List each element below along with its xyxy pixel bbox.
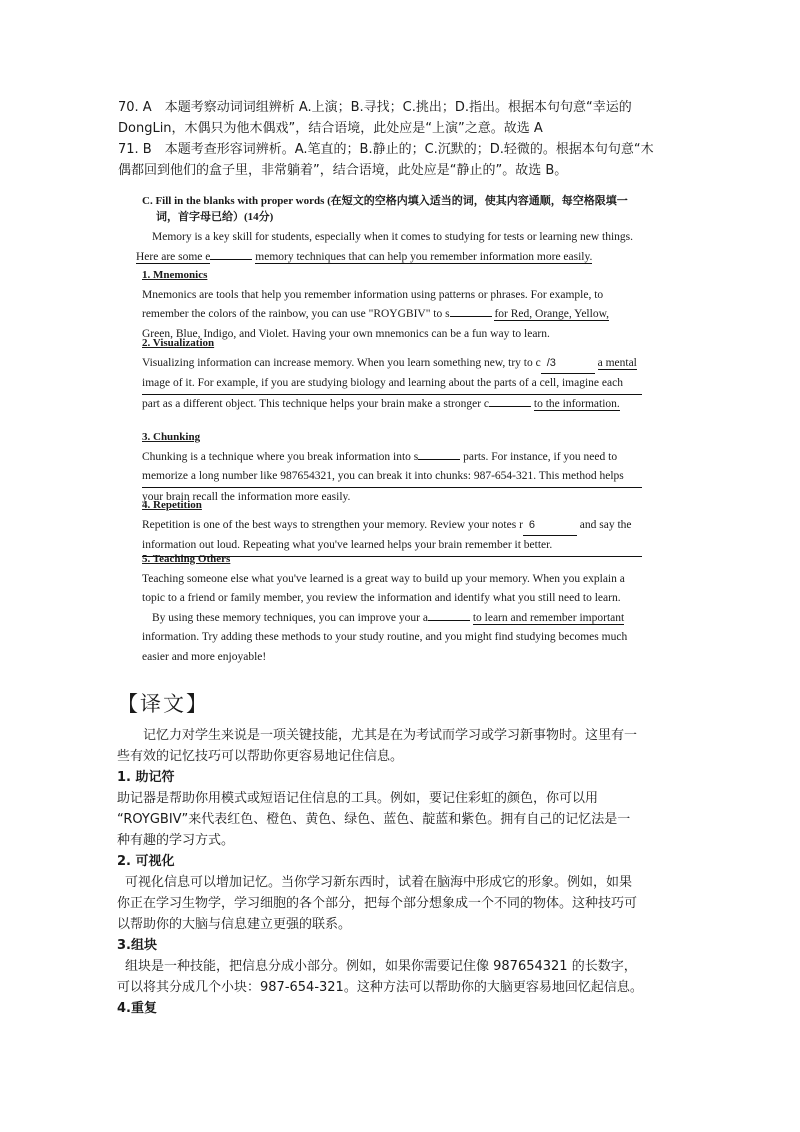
intro-line-2 [136,248,642,268]
section-mnemonics [142,266,642,344]
visualization-text-d: to the information. [533,397,620,410]
blank-7 [428,620,470,621]
answer-71-line-2: 偶都回到他们的盒子里，非常躺着”，结合语境，此处应是“静止的”。故选 B。 [118,163,568,178]
visualization-text-b: a mental [597,356,637,369]
mnemonics-line-2 [142,305,642,325]
translation-p1-line-1: 助记器是帮助你用模式或短语记住信息的工具。例如，要记住彩虹的颜色，你可以用 [117,791,599,806]
section-visualization [142,334,642,414]
translation-intro-line-1: 记忆力对学生来说是一项关键技能，尤其是在为考试而学习或学习新事物时。这里有一 [143,728,638,743]
translation-p3-line-2: 可以将其分成几个小块：987-654-321。这种方法可以帮助你的大脑更容易地回忆起信息。 [117,980,643,995]
answer-70-line-1: 70. A 本题考察动词词组辨析 A.上演；B.寻找；C.挑出；D.指出。根据本句句意“幸运的 [118,100,632,115]
chunking-line-3: your brain recall the information more easily. [142,490,351,503]
intro-text-b: memory techniques that can help you remember information more easily. [255,250,593,263]
conclusion-line-1 [142,609,642,629]
visualization-text-a: Visualizing information can increase memory. When you learn something new, try to c [142,356,541,369]
blank-2 [450,316,492,317]
conclusion-line-3: easier and more enjoyable! [142,650,267,663]
blank-3: /3 [541,354,595,375]
translation-p2-line-2: 你正在学习生物学，学习细胞的各个部分，把每个部分想象成一个不同的物体。这种技巧可 [117,896,638,911]
teaching-line-2: topic to a friend or family member, you review the information and identify what you still need to learn. [142,592,621,604]
visualization-line-3 [142,395,642,415]
chunking-text-b: parts. For instance, if you need to [463,450,618,463]
mnemonics-line-1: Mnemonics are tools that help you remember information using patterns or phrases. For example, to [142,288,604,301]
blank-4 [489,406,531,407]
repetition-text-a: Repetition is one of the best ways to strengthen your memory. Review your notes r [142,518,523,531]
answer-70-line-2: DongLin，木偶只为他木偶戏”，结合语境，此处应是“上演”之意。故选 A [118,121,543,136]
heading-chunking: 3. Chunking [142,431,201,443]
translation-p2-line-1: 可视化信息可以增加记忆。当你学习新东西时，试着在脑海中形成它的形象。例如，如果 [125,875,633,890]
mnemonics-text-b: for Red, Orange, Yellow, [494,308,610,320]
translation-heading-3: 3.组块 [117,938,157,953]
translation-p2-line-3: 以帮助你的大脑与信息建立更强的联系。 [117,917,352,932]
answer-71-line-1: 71. B 本题考查形容词辨析。A.笔直的；B.静止的；C.沉默的；D.轻微的。根据本句句意“木 [118,142,654,157]
chunking-line-2: memorize a long number like 987654321, you can break it into chunks: 987-654-321. This method helps [142,467,642,488]
section-repetition [142,496,642,557]
heading-visualization: 2. Visualization [142,337,215,349]
translation-intro-line-2: 些有效的记忆技巧可以帮助你更容易地记住信息。 [117,749,404,764]
translation-p1-line-2: “ROYGBIV”来代表红色、橙色、黄色、绿色、蓝色、靛蓝和紫色。拥有自己的记忆法是一 [117,812,631,827]
section-teaching-others [142,550,642,667]
translation-heading-1: 1. 助记符 [117,770,175,785]
translation-heading: 【译文】 [117,692,209,716]
translation-heading-2: 2. 可视化 [117,854,175,869]
section-c-title-line-2: 词，首字母已给）(14分) [156,211,274,223]
intro-text-a: Here are some e [136,250,211,263]
chunking-line-1 [142,448,642,468]
chunking-text-a: Chunking is a technique where you break information into s [142,450,419,463]
heading-teaching-others: 5. Teaching Others [142,553,231,565]
translation-p3-line-1: 组块是一种技能，把信息分成小部分。例如，如果你需要记住像 987654321 的长数字， [125,959,637,974]
blank-5 [418,459,460,460]
teaching-line-1: Teaching someone else what you've learned is a great way to build up your memory. When you explain a [142,572,625,585]
visualization-text-c: part as a different object. This technique helps your brain make a stronger c [142,397,490,410]
blank-6: 6 [523,516,577,537]
visualization-line-1 [142,354,642,375]
repetition-line-1 [142,516,642,537]
translation-p1-line-3: 种有趣的学习方式。 [117,833,235,848]
repetition-text-b: and say the [579,518,632,531]
mnemonics-line-3: Green, Blue, Indigo, and Violet. Having your own mnemonics can be a fun way to learn. [142,327,550,340]
conclusion-text-b: to learn and remember important [472,611,625,624]
translation-heading-4: 4.重复 [117,1001,157,1016]
repetition-line-2: information out loud. Repeating what you've learned helps your brain remember it better. [142,536,642,557]
section-c-title-line-1: C. Fill in the blanks with proper words (在短文的空格内填入适当的词，使其内容通顺，每空格限填一 [142,195,628,207]
mnemonics-text-a: remember the colors of the rainbow, you can use "ROYGBIV" to s [142,308,450,320]
heading-mnemonics: 1. Mnemonics [142,269,208,281]
blank-1 [210,259,252,260]
conclusion-text-a: By using these memory techniques, you can improve your a [152,611,428,624]
heading-repetition: 4. Repetition [142,499,202,511]
answer-explanations [118,97,678,181]
intro-line-1: Memory is a key skill for students, especially when it comes to studying for tests or learning new things. [152,231,634,243]
conclusion-line-2: information. Try adding these methods to your study routine, and you might find studying becomes much [142,631,628,643]
passage-intro [136,228,642,267]
section-c-title [142,193,662,225]
visualization-line-2: image of it. For example, if you are studying biology and learning about the parts of a cell, imagine each [142,374,642,395]
translation-body [117,725,687,1019]
